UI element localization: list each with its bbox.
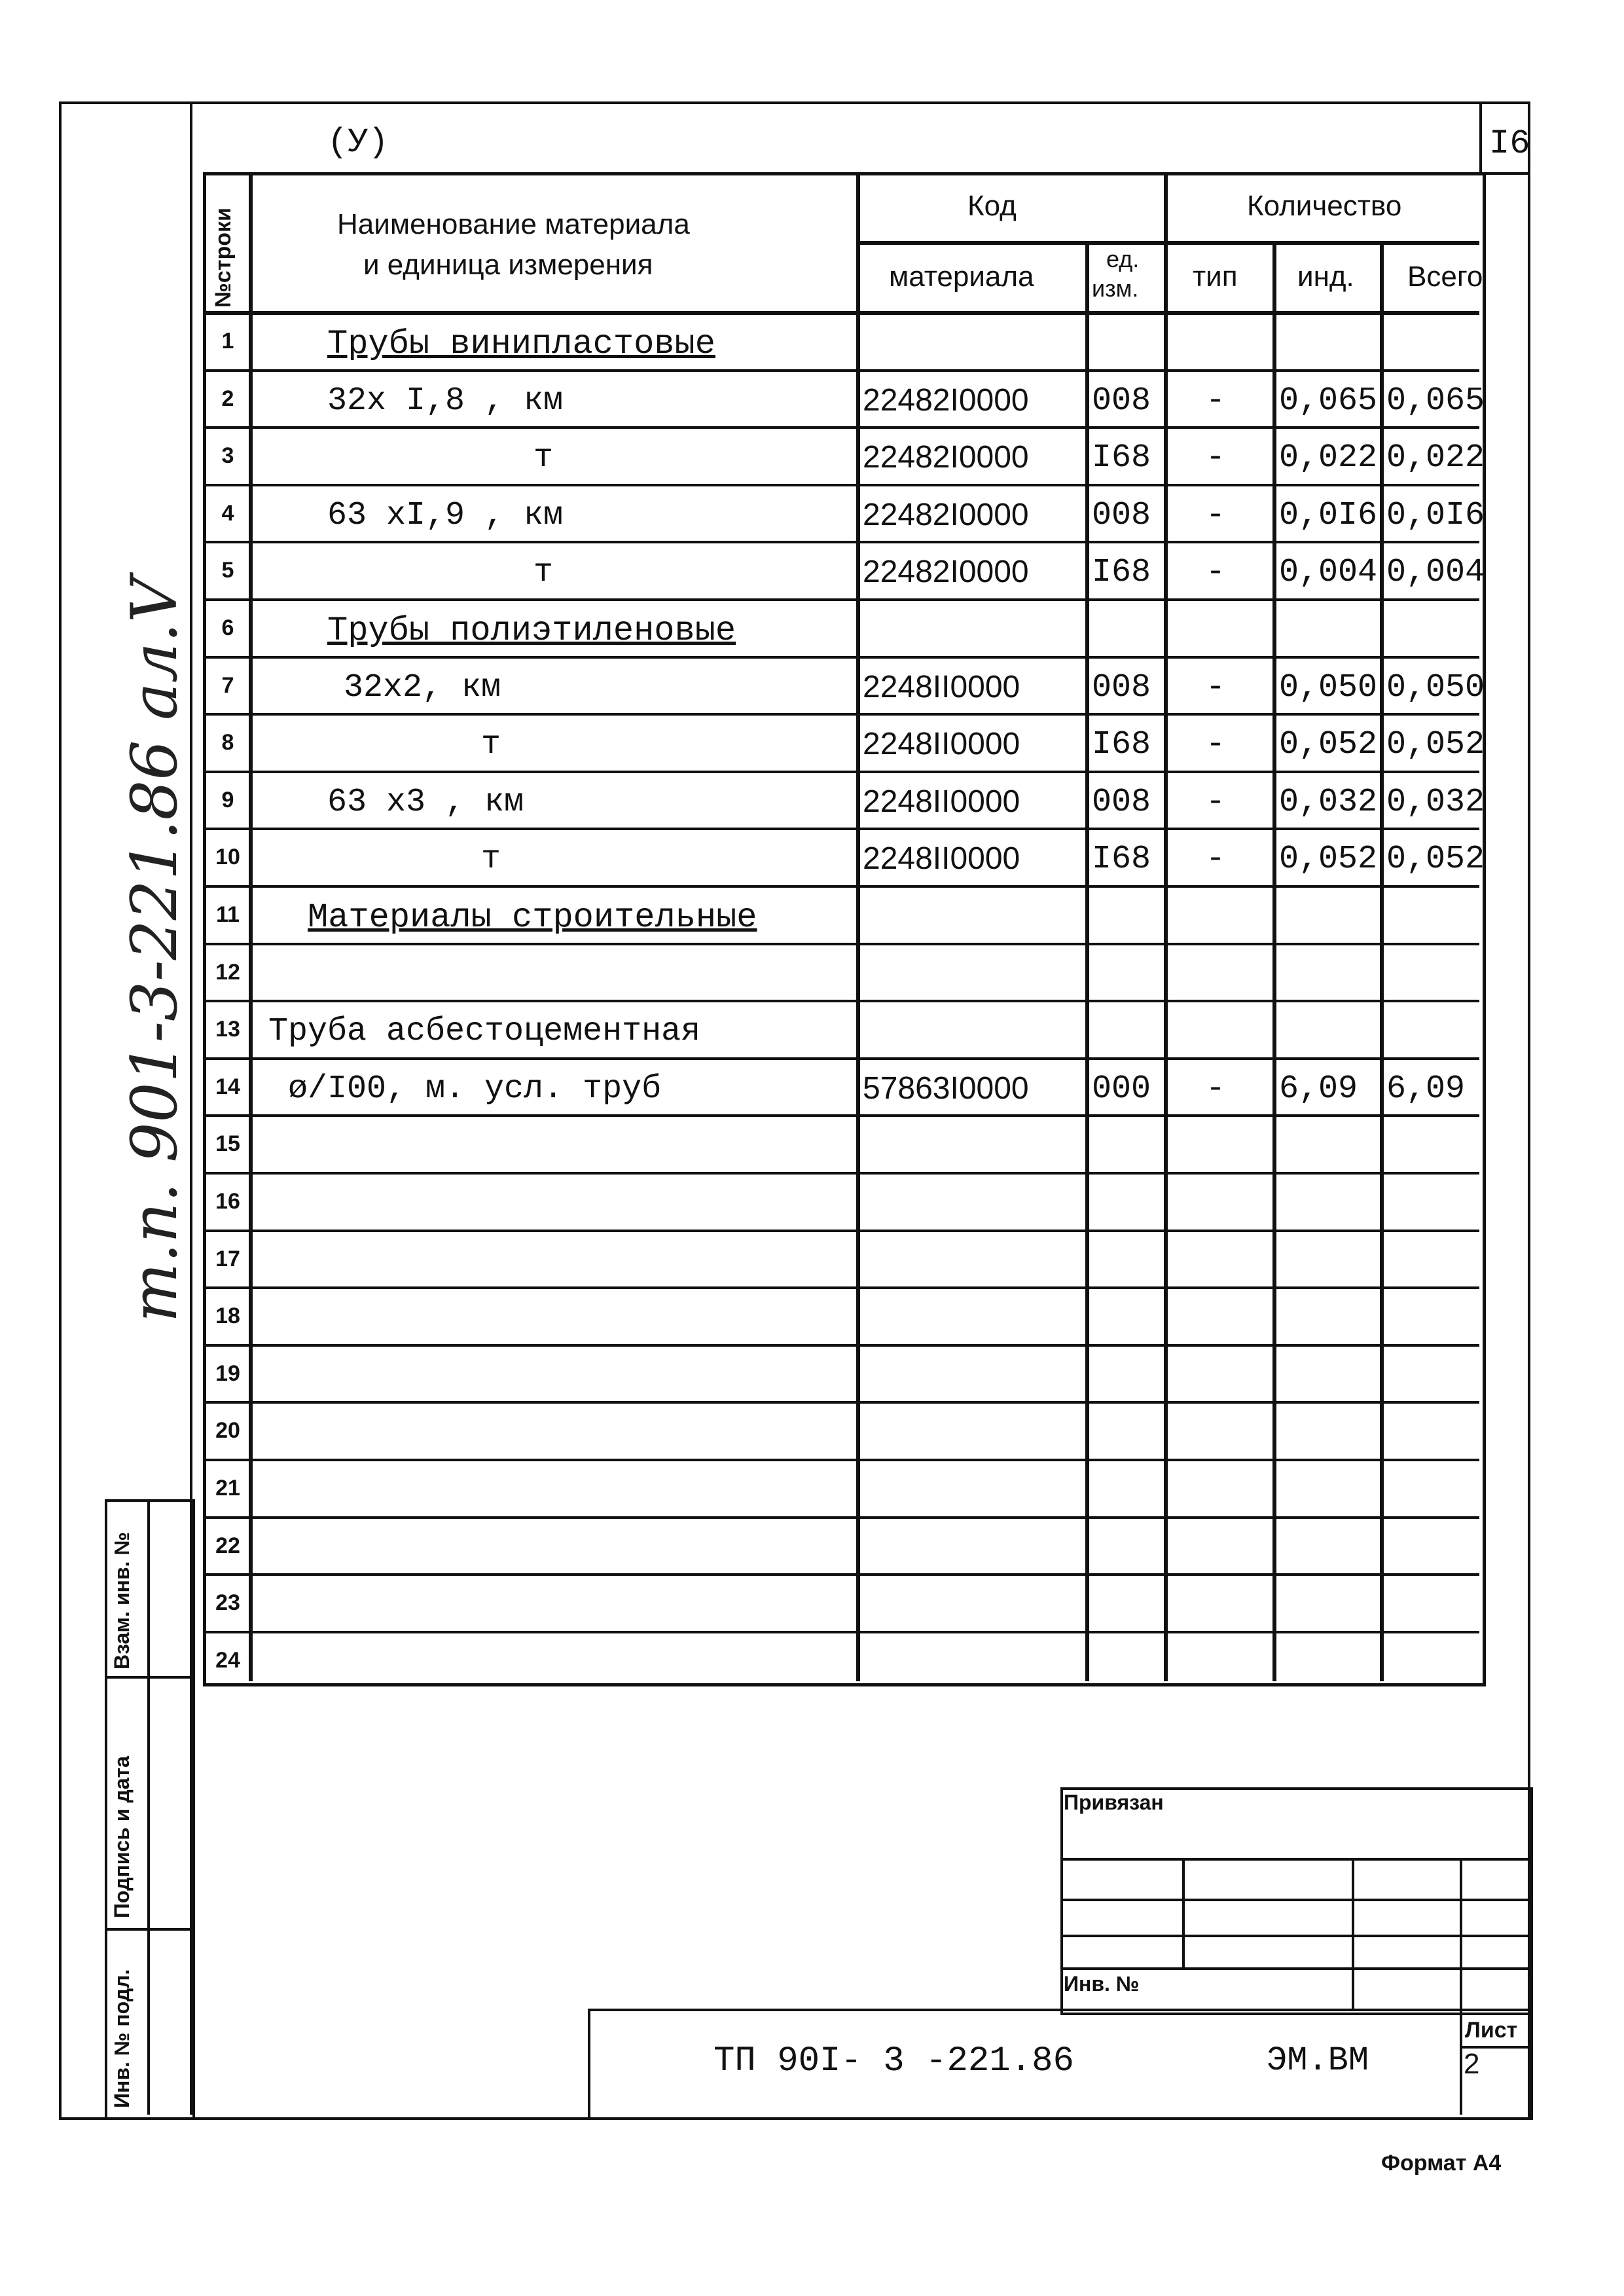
row-number: 11 <box>216 902 240 927</box>
row-divider <box>203 1401 1479 1404</box>
row-number: 8 <box>221 730 234 756</box>
tb-vline-b <box>1352 1858 1354 2010</box>
header-code: Код <box>967 190 1017 222</box>
row-name: 32х2, км <box>344 668 501 706</box>
row-name: Трубы полиэтиленовые <box>327 611 736 650</box>
header-row-number: №строки <box>211 208 236 308</box>
row-number: 5 <box>221 558 234 583</box>
row-total: 0,065 <box>1386 382 1485 420</box>
row-ind: 0,0I6 <box>1279 496 1378 534</box>
row-unit: 008 <box>1092 382 1151 420</box>
row-number: 17 <box>215 1246 240 1271</box>
tb-line-d <box>1060 1967 1528 1970</box>
col-line-type <box>1164 172 1168 1681</box>
sheet-cell-divider <box>1460 2009 1462 2115</box>
row-code: 22482I0000 <box>863 382 1029 418</box>
header-mid-line <box>856 241 1479 245</box>
sheet-box-bottom <box>1479 172 1528 175</box>
row-code: 22482I0000 <box>863 440 1029 475</box>
row-number: 2 <box>221 386 234 411</box>
row-code: 2248II0000 <box>863 669 1020 704</box>
side-stamp-inner <box>147 1499 150 2115</box>
row-divider <box>203 1459 1479 1461</box>
row-total: 0,032 <box>1386 783 1485 821</box>
row-divider <box>203 598 1479 601</box>
row-name: т <box>481 726 501 764</box>
row-total: 6,09 <box>1386 1070 1466 1108</box>
row-ind: 0,052 <box>1279 726 1378 764</box>
row-ind: 0,004 <box>1279 554 1378 592</box>
row-unit: 008 <box>1092 783 1151 821</box>
header-name-line1: Наименование материала <box>337 208 690 240</box>
row-number: 24 <box>215 1647 240 1673</box>
row-divider <box>203 1344 1479 1347</box>
tb-vline-a <box>1182 1858 1185 1969</box>
row-number: 4 <box>221 500 234 526</box>
row-unit: I68 <box>1092 841 1151 879</box>
inv-label: Инв. № <box>1064 1972 1140 1995</box>
row-divider <box>203 541 1479 543</box>
row-ind: 0,022 <box>1279 439 1378 477</box>
row-unit: 008 <box>1092 668 1151 706</box>
row-divider <box>203 1114 1479 1117</box>
row-name: т <box>533 439 554 477</box>
row-name: 63 х3 , км <box>327 783 524 821</box>
row-divider <box>203 943 1479 945</box>
row-type: - <box>1206 382 1226 420</box>
tb-line-c <box>1060 1935 1528 1937</box>
row-number: 23 <box>215 1590 240 1616</box>
row-number: 6 <box>221 615 234 640</box>
row-number: 3 <box>221 443 234 469</box>
row-ind: 6,09 <box>1279 1070 1358 1108</box>
row-unit: I68 <box>1092 726 1151 764</box>
header-ind: инд. <box>1297 261 1354 293</box>
row-ind: 0,052 <box>1279 841 1378 879</box>
col-line-unit <box>1085 242 1089 1681</box>
row-ind: 0,032 <box>1279 783 1378 821</box>
row-type: - <box>1206 726 1226 764</box>
col-line-code <box>856 172 860 1681</box>
row-name: Труба асбестоцементная <box>268 1013 701 1051</box>
row-divider <box>203 656 1479 659</box>
row-number: 16 <box>215 1189 240 1214</box>
tb-line-b <box>1060 1899 1528 1901</box>
row-divider <box>203 1057 1479 1060</box>
row-divider <box>203 1172 1479 1175</box>
row-type: - <box>1206 439 1226 477</box>
row-number: 20 <box>215 1418 240 1444</box>
row-divider <box>203 1573 1479 1576</box>
row-divider <box>203 1000 1479 1002</box>
row-type: - <box>1206 496 1226 534</box>
stamp-replace-inv: Взам. инв. № <box>110 1532 134 1669</box>
header-name-line2: и единица измерения <box>363 249 653 281</box>
col-line-name <box>249 172 253 1681</box>
row-unit: I68 <box>1092 554 1151 592</box>
row-divider <box>203 369 1479 372</box>
row-number: 12 <box>215 959 240 985</box>
stamp-sign-date: Подпись и дата <box>110 1756 134 1918</box>
row-number: 13 <box>215 1017 240 1042</box>
row-name: 32х I,8 , км <box>327 382 564 420</box>
row-divider <box>203 828 1479 830</box>
row-code: 2248II0000 <box>863 727 1020 762</box>
row-divider <box>203 771 1479 773</box>
row-number: 9 <box>221 787 234 812</box>
header-unit-line2: изм. <box>1092 275 1139 302</box>
header-material: материала <box>889 261 1034 293</box>
row-type: - <box>1206 554 1226 592</box>
row-type: - <box>1206 783 1226 821</box>
row-number: 18 <box>215 1303 240 1329</box>
row-name: 63 хI,9 , км <box>327 496 564 534</box>
row-code: 22482I0000 <box>863 555 1029 590</box>
row-unit: 008 <box>1092 496 1151 534</box>
row-code: 57863I0000 <box>863 1070 1029 1106</box>
row-divider <box>203 484 1479 486</box>
row-divider <box>203 885 1479 888</box>
header-bottom-line <box>203 311 1479 315</box>
row-unit: I68 <box>1092 439 1151 477</box>
row-code: 2248II0000 <box>863 841 1020 877</box>
handwritten-note: т.п. 901-3-221.86 ал.V <box>118 577 191 1322</box>
row-type: - <box>1206 1070 1226 1108</box>
row-number: 19 <box>215 1360 240 1386</box>
row-ind: 0,065 <box>1279 382 1378 420</box>
row-type: - <box>1206 668 1226 706</box>
header-type: тип <box>1193 261 1238 293</box>
doc-code: ТП 90I- 3 -221.86 <box>713 2041 1074 2081</box>
row-divider <box>203 1286 1479 1289</box>
row-divider <box>203 426 1479 429</box>
sheet-value: 2 <box>1464 2048 1480 2080</box>
header-unit-line1: ед. <box>1106 246 1140 272</box>
row-total: 0,052 <box>1386 726 1485 764</box>
row-divider <box>203 1516 1479 1519</box>
row-total: 0,050 <box>1386 668 1485 706</box>
row-number: 21 <box>215 1476 240 1501</box>
sheet-box-divider <box>1479 101 1482 173</box>
row-divider <box>203 1230 1479 1232</box>
row-name: ø/I00, м. усл. труб <box>288 1070 662 1108</box>
row-ind: 0,050 <box>1279 668 1378 706</box>
row-unit: 000 <box>1092 1070 1151 1108</box>
row-total: 0,0I6 <box>1386 496 1485 534</box>
row-divider <box>203 1631 1479 1633</box>
tb-line-a <box>1060 1858 1528 1861</box>
row-number: 10 <box>215 845 240 870</box>
row-name: т <box>481 841 501 879</box>
format-label: Формат А4 <box>1381 2151 1502 2176</box>
stamp-inv-orig: Инв. № подл. <box>110 1969 134 2108</box>
bound-label: Привязан <box>1064 1791 1164 1814</box>
row-divider <box>203 713 1479 716</box>
row-number: 22 <box>215 1533 240 1558</box>
row-total: 0,004 <box>1386 554 1485 592</box>
col-line-ind <box>1272 242 1276 1681</box>
row-total: 0,022 <box>1386 439 1485 477</box>
row-number: 7 <box>221 672 234 698</box>
row-number: 15 <box>215 1131 240 1157</box>
page-marker: (У) <box>327 123 389 162</box>
doc-mark: ЭМ.ВМ <box>1267 2041 1369 2080</box>
sheet-number: I6 <box>1489 124 1530 163</box>
col-line-total <box>1380 242 1384 1681</box>
sheet-label: Лист <box>1465 2018 1518 2043</box>
row-code: 2248II0000 <box>863 784 1020 819</box>
header-quantity: Количество <box>1247 190 1402 222</box>
row-name: т <box>533 554 554 592</box>
row-code: 22482I0000 <box>863 497 1029 532</box>
row-number: 1 <box>221 329 234 354</box>
row-name: Трубы винипластовые <box>327 325 715 363</box>
tb-vline-c <box>1460 1858 1462 2010</box>
header-total: Всего <box>1407 261 1483 293</box>
row-number: 14 <box>215 1074 240 1099</box>
row-total: 0,052 <box>1386 841 1485 879</box>
row-type: - <box>1206 841 1226 879</box>
row-name: Материалы строительные <box>308 898 757 937</box>
